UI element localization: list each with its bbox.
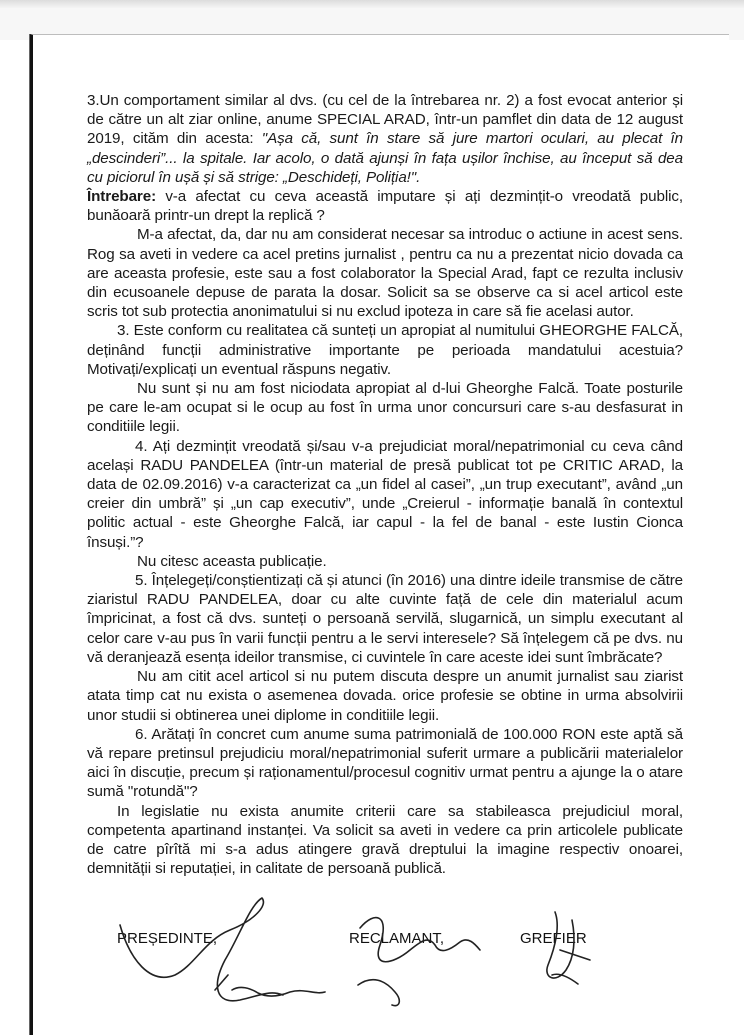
- question-4: 4. Ați dezmințit vreodată și/sau v-a prejudiciat moral/nepatrimonial cu ceva când același RADU PANDELEA (într-un material de presă publicat tot pe CRITIC ARAD, la data de 02.09.2016) v-a caracterizat ca „un fidel al casei”, „un trup executant”, având „un creier din umbră” și „un cap executiv”, unde „Creierul - informație banală în contextul politic actual - este Gheorghe Falcă, iar capul - la fel de banal - este Iustin Cionca însuși.”?: [87, 437, 683, 551]
- question-5: 5. Înțelegeți/conștientizați că și atunci (în 2016) una dintre ideile transmise de către ziaristul RADU PANDELEA, doar cu alte cuvinte față de cele din materialul acum împricinat, a fost că dvs. sunteți o persoană servilă, slugarnică, un simplu executant al celor care v-au pus în varii funcții pentru a le servi interesele? Să înțelegem că pe dvs. nu vă deranjează esența ideilor transmise, ci cuvintele în care aceste idei sunt îmbrăcate?: [87, 572, 683, 666]
- grefier-label: GREFIER: [520, 930, 587, 947]
- quoted-pamphlet: "Așa că, sunt în stare să jure martori oculari, au plecat în „descinderi”... la spitale. Iar acolo, o dată ajunși în fața ușilor închise, au început să dea cu piciorul în ușă și să strige: „Deschideți, Poliția!".: [87, 130, 683, 186]
- answer-5: Nu am citit acel articol si nu putem discuta despre un anumit jurnalist sau ziarist atata timp cat nu exista o asemenea dovada. orice profesie se obtine in urma absolvirii unor studii si obtinerea unei diplome in conditiile legii.: [87, 668, 683, 724]
- answer-3b: Nu sunt și nu am fost niciodata apropiat al d-lui Gheorghe Falcă. Toate posturile pe care le-am ocupat si le ocup au fost în urma unor concursuri care s-au desfasurat in conditiile legii.: [87, 380, 683, 436]
- document-body: [87, 91, 683, 878]
- answer-3: M-a afectat, da, dar nu am considerat necesar sa introduc o actiune in acest sens. Rog sa aveti in vedere ca acel pretins jurnalist , pentru ca nu a prezentat nicio dovada ca are aceasta profesie, este sau a fost colaborator la Special Arad, fapt ce rezulta inclusiv din ecusoanele depuse de parata la dosar. Solicit sa se observe ca si acel articol este scris tot sub protectia anonimatului si nu exclud ipoteza in care să fie acelasi autor.: [87, 226, 683, 321]
- reclamant-label: RECLAMANT,: [349, 930, 445, 947]
- answer-6: In legislatie nu exista anumite criterii care sa stabileasca prejudiciul moral, competenta apartinand instanței. Va solicit sa aveti in vedere ca prin articolele publicate de catre pîrîtă mi s-a adus atingere gravă dreptului la imagine respectiv onoarei, demnității si reputației, in calitate de persoană publică.: [87, 802, 683, 878]
- question-3b: 3. Este conform cu realitatea că sunteți un apropiat al numitului GHEORGHE FALCĂ, deținând funcții administrative importante pe perioada mandatului acestuia? Motivați/explicați un eventual răspuns negativ.: [87, 322, 683, 378]
- question-label: Întrebare:: [87, 188, 157, 206]
- signature-labels: [117, 930, 697, 952]
- question-3-text: 3.Un comportament similar al dvs. (cu cel de la întrebarea nr. 2) a fost evocat anterior și de către un alt ziar online, anume SPECIAL ARAD, într-un pamflet din data de 12 august 2019, cităm din acesta: "Așa că, sunt în stare să jure martori oculari, au plecat în „descinderi”... la spitale. Iar acolo, o dată ajunși în fața ușilor închise, au început să dea cu piciorul în ușă și să strige: „Deschideți, Poliția!".: [87, 92, 683, 186]
- question-6: 6. Arătați în concret cum anume suma patrimonială de 100.000 RON este aptă să vă repare pretinsul prejudiciu moral/nepatrimonial suferit urmare a publicării materialelor aici în discuție, precum și raționamentul/procesul cognitiv urmat pentru a ajunge la o atare sumă "rotundă"?: [87, 725, 683, 801]
- question-3-ask: Întrebare: v-a afectat cu ceva această imputare și ați dezmințit-o vreodată public, bunăoară printr-un drept la replică ?: [87, 188, 683, 225]
- answer-4: Nu citesc aceasta publicație.: [137, 552, 327, 570]
- presedinte-label: PREȘEDINTE,: [117, 930, 218, 947]
